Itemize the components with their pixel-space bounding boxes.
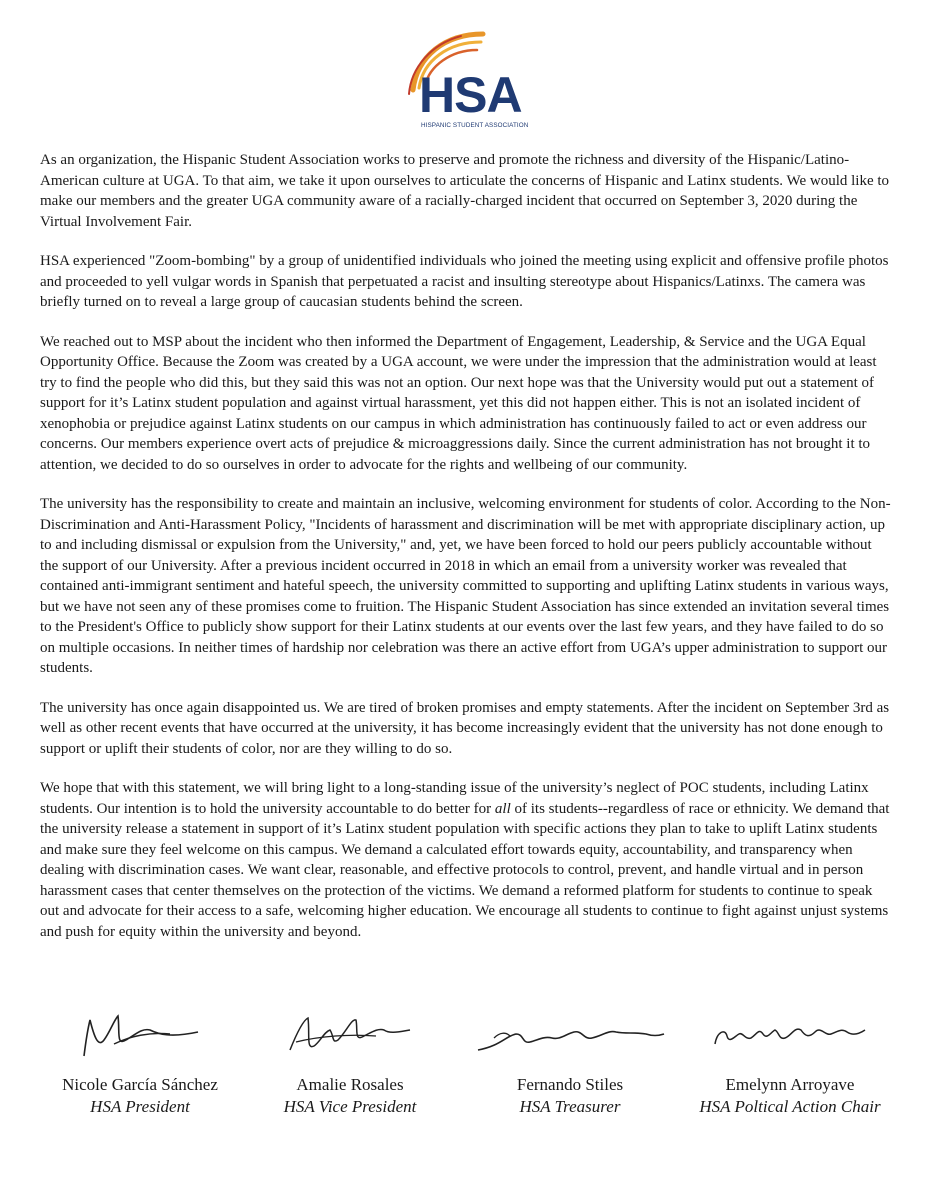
paragraph-intro: As an organization, the Hispanic Student Association works to preserve and promote the richness and diversity of the Hispanic/Latino-American culture at UGA. To that aim, we take it upon ourselves to articulate the concerns of Hispanic and Latinx students. We would like to make our members and the greater UGA community aware of a racially-charged incident that occurred on September 3, 2020 during the Virtual Involvement Fair. [40,152,890,230]
paragraph-disappointment: The university has once again disappointed us. We are tired of broken promises and empty statements. After the incident on September 3rd as well as other recent events that have occurred at the university, it has become increasingly evident that the university has not done enough to support or uplift their students of color, nor are they willing to do so. [40,699,890,757]
signature-president-icon [70,1010,210,1062]
signatory-name: Nicole García Sánchez [62,1075,218,1094]
signatory-title: HSA Poltical Action Chair [699,1097,881,1116]
signatory-name: Amalie Rosales [296,1075,404,1094]
signatory-title: HSA Vice President [283,1097,417,1116]
logo-letters: HSA [419,67,522,123]
signatory-political-action-chair [680,1010,900,1118]
signatory-treasurer [460,1010,680,1118]
paragraph-incident: HSA experienced "Zoom-bombing" by a group of unidentified individuals who joined the meeting using explicit and offensive profile photos and proceeded to yell vulgar words in Spanish that perpetuated a racist and insulting stereotype about Hispanics/Latinxs. The camera was briefly turned on to reveal a large group of caucasian students behind the screen. [40,253,889,310]
signatory-president [30,1010,250,1118]
demands-text-end: of its students--regardless of race or ethnicity. We demand that the university release a statement in support of it’s Latinx student population with specific actions they plan to take to uplift Latinx students and make sure they feel welcome on this campus. We demand a calculated effort towards equity, accountability, and transparency when dealing with discrimination cases. We want clear, reasonable, and effective protocols to control, prevent, and handle virtual and in person harassment cases that center themselves on the protection of the victims. We demand a reformed platform for students to continue to speak out and advocate for their access to a safe, welcoming higher education. We encourage all students to continue to fight against unjust systems and push for equity within the university and beyond. [40,800,890,940]
statement-body [40,150,892,961]
signature-block [30,1010,900,1140]
demands-emphasis: all [494,800,511,817]
signature-political-action-chair-icon [705,1010,875,1062]
signatory-name: Emelynn Arroyave [725,1075,855,1094]
signatory-title: HSA President [90,1097,190,1116]
paragraph-response: We reached out to MSP about the incident who then informed the Department of Engagement, Leadership, & Service and the UGA Equal Opportunity Office. Because the Zoom was created by a UGA account, we were under the impression that the administration would at least try to find the people who did this, but they said this was not an option. Our next hope was that the University would put out a statement of support for it’s Latinx student population and against virtual harassment, yet this did not happen either. This is not an isolated incident of xenophobia or prejudice against Latinx students on our campus in which administration has continuously failed to act or even address our concerns. Our members experience overt acts of prejudice & microaggressions daily. Since the current administration has not brought it to attention, we decided to do so ourselves in order to advocate for the rights and wellbeing of our community. [40,333,877,473]
signatory-title: HSA Treasurer [519,1097,621,1116]
signature-vice-president-icon [280,1010,420,1062]
logo-subtitle: HISPANIC STUDENT ASSOCIATION [421,122,529,129]
signatory-name: Fernando Stiles [516,1075,624,1094]
paragraph-demands [40,778,892,942]
demands-text-start: We hope that with this statement, we will bring light to a long-standing issue of the university’s neglect of POC students, including Latinx students. Our intention is to hold the university accountable to do better for [40,780,869,817]
signatory-vice-president [240,1010,460,1118]
hsa-logo [405,28,527,134]
signature-treasurer-icon [470,1010,670,1062]
paragraph-policy: The university has the responsibility to create and maintain an inclusive, welcoming environment for students of color. According to the Non-Discrimination and Anti-Harassment Policy, "Incidents of harassment and discrimination will be met with appropriate disciplinary action, up to and including dismissal or expulsion from the University," and, yet, we have been forced to hold our peers publicly accountable without the support of our University. After a previous incident occurred in 2018 in which an email from a university worker was revealed that contained anti-immigrant sentiment and hateful speech, the university committed to supporting and uplifting Latinx students in various ways, but we have not seen any of these promises come to fruition. The Hispanic Student Association has since extended an invitation several times to the President's Office to publicly show support for their Latinx students at our events over the last few years, and they have failed to do so on multiple occasions. In neither times of hardship nor celebration was there an active effort from UGA’s upper administration to support our students. [40,496,891,676]
